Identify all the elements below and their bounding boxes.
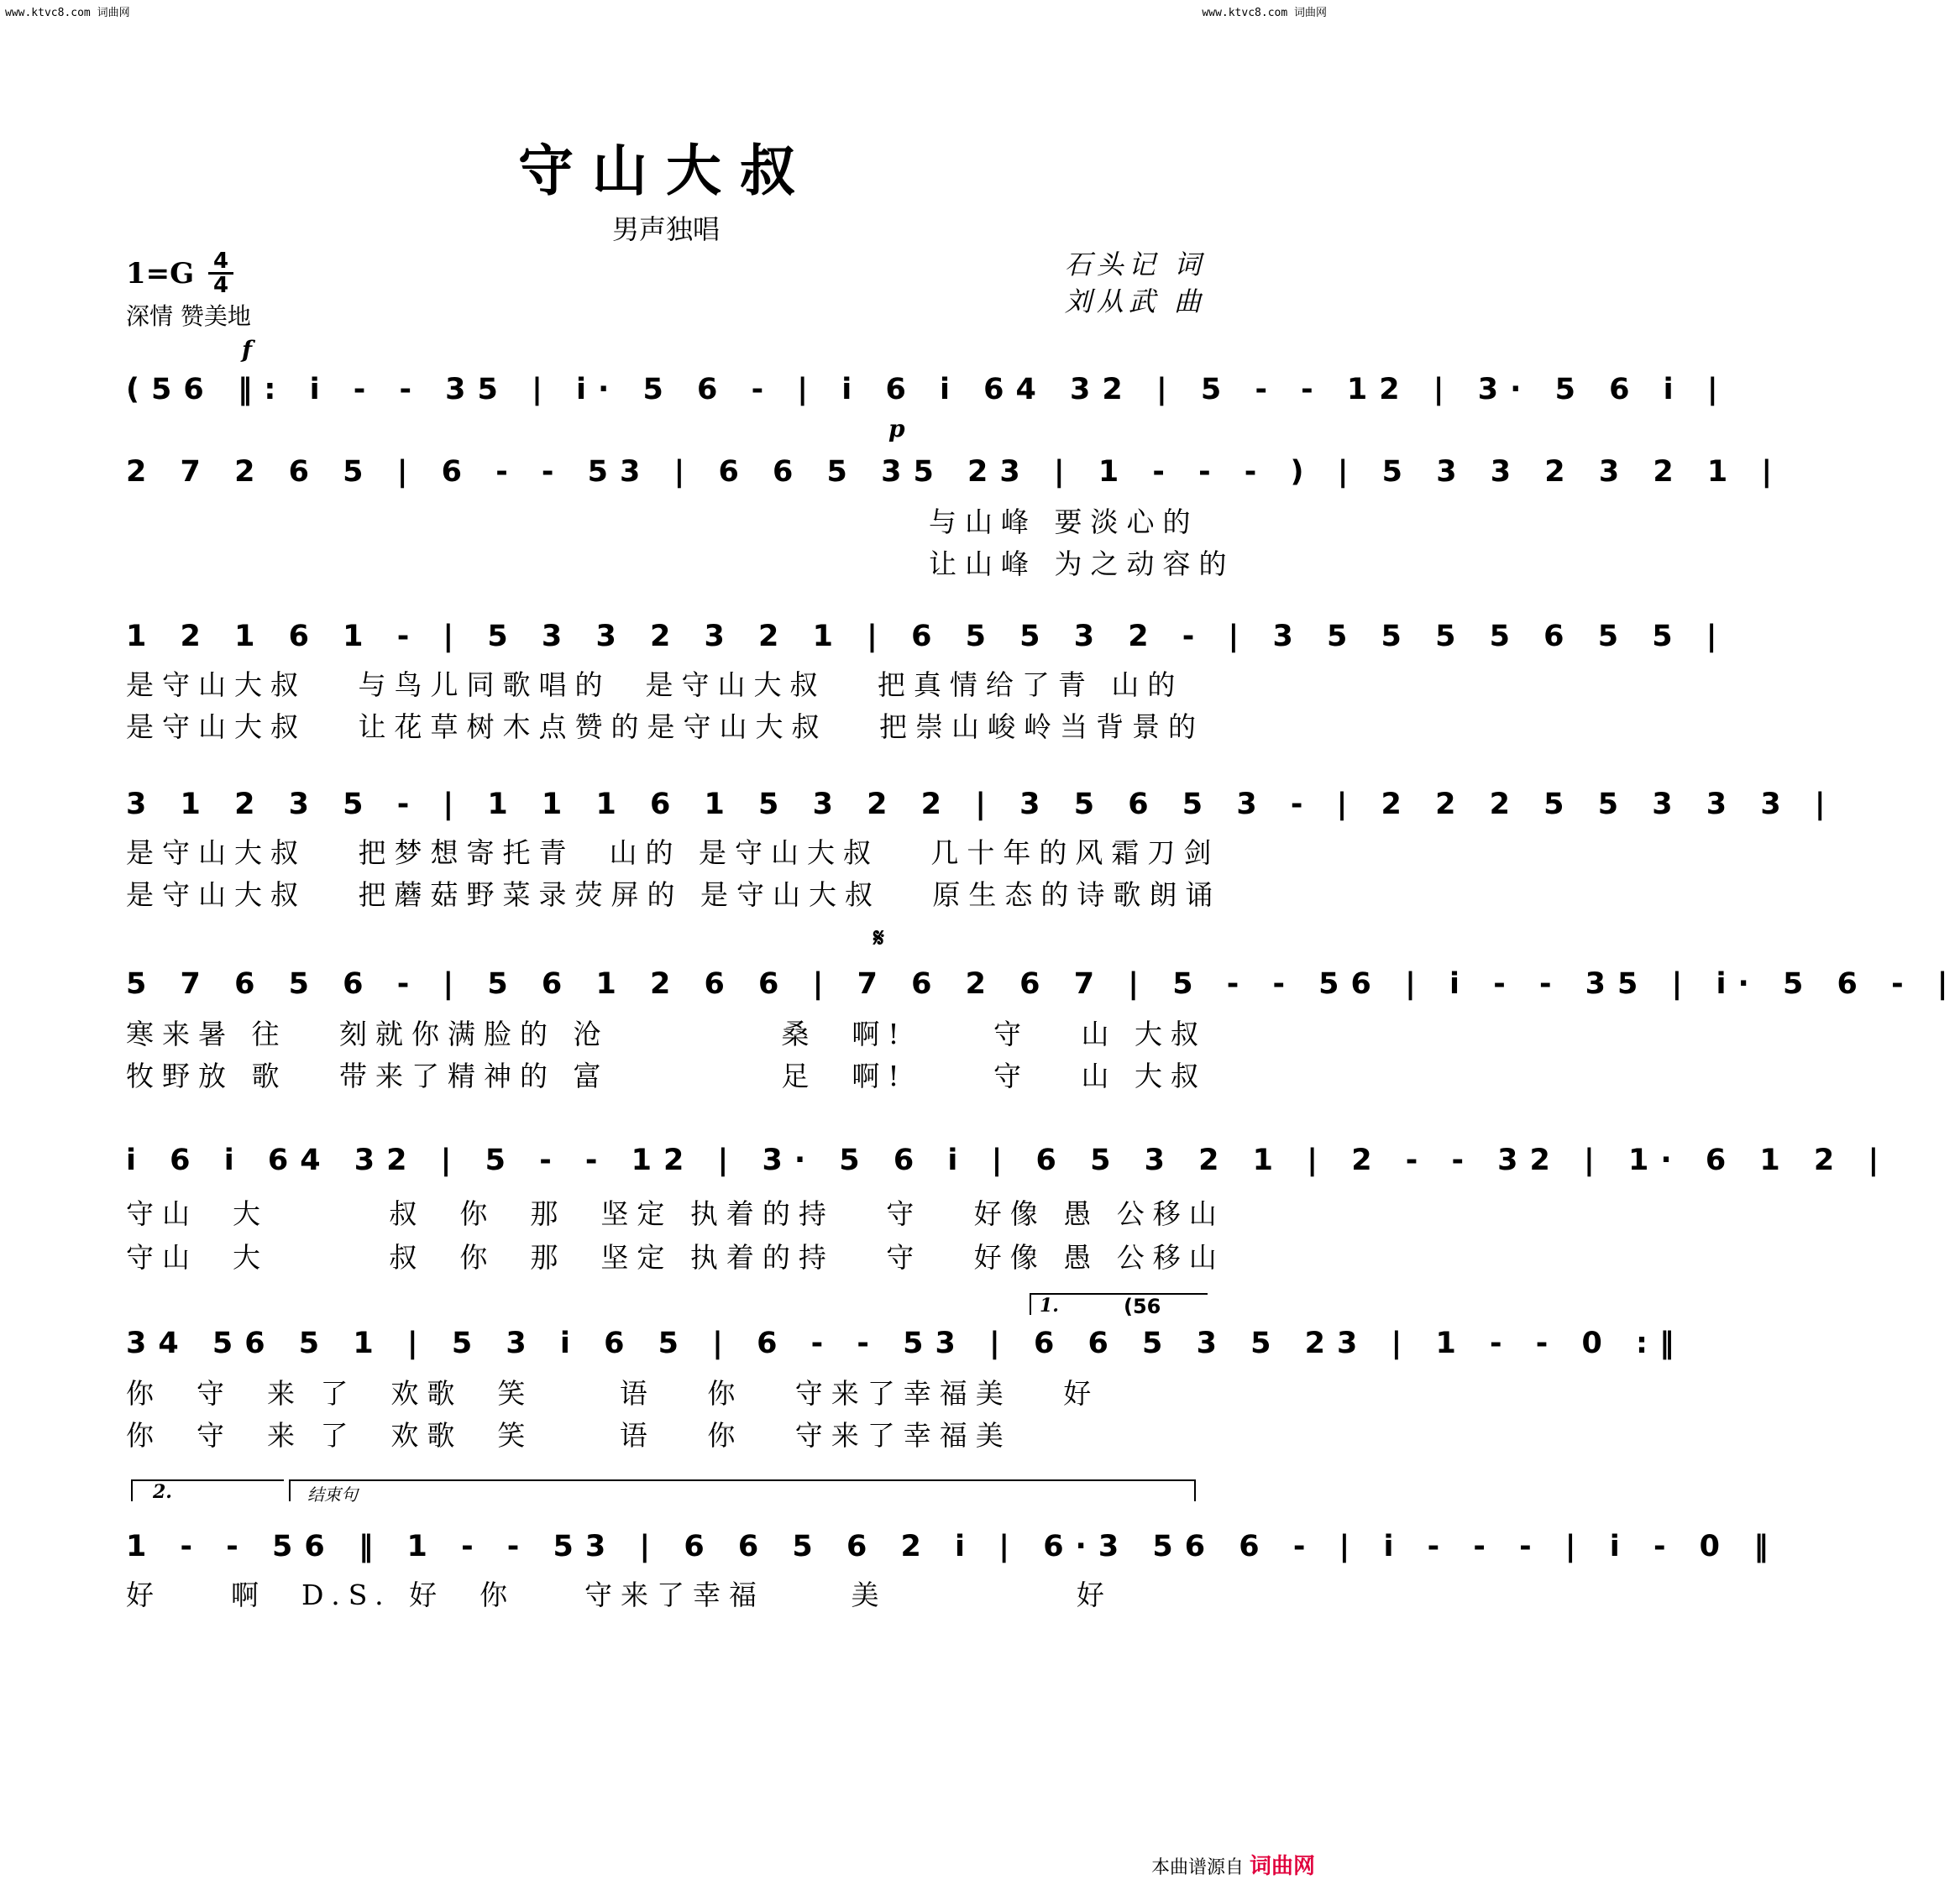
lyric-line-4-verse-1: 是守山大叔 把梦想寄托青 山的 是守山大叔 几十年的风霜刀剑 xyxy=(126,836,1220,869)
lyric-line-3-verse-2: 是守山大叔 让花草树木点赞的是守山大叔 把崇山峻岭当背景的 xyxy=(126,710,1204,743)
song-subtitle: 男声独唱 xyxy=(611,213,720,245)
score-line-2: 2 7 2 6 5 | 6 - - 53 | 6 6 5 35 23 | 1 - - - ) | 5 3 3 2 3 2 1 | xyxy=(126,455,1784,489)
lyricist-credit: 石头记 词 xyxy=(1064,249,1206,280)
source-footer xyxy=(1151,1849,1315,1880)
time-signature-bottom: 4 xyxy=(208,272,233,296)
time-signature-top: 4 xyxy=(212,249,229,274)
score-line-7: 34 56 5 1 | 5 3 i 6 5 | 6 - - 53 | 6 6 5 3 5 23 | 1 - - 0 :‖ xyxy=(126,1327,1686,1360)
lyric-line-5-verse-1: 寒来暑 往 刻就你满脸的 沧 桑 啊! 守 山 大叔 xyxy=(126,1018,1207,1050)
score-line-5: 5 7 6 5 6 - | 5 6 1 2 6 6 | 7 6 2 6 7 | 5 - - 56 | i - - 35 | i· 5 6 - | xyxy=(126,967,1960,1001)
tempo-marking: 深情 赞美地 xyxy=(126,302,251,330)
volta-1-label: 1. xyxy=(1040,1295,1059,1317)
lyric-line-6-verse-2: 守山 大 叔 你 那 坚定 执着的持 守 好像 愚 公移山 xyxy=(126,1241,1225,1274)
site-watermark-right: www.ktvc8.com 词曲网 xyxy=(1202,7,1327,19)
ending-bracket xyxy=(289,1479,1196,1505)
score-line-3: 1 2 1 6 1 - | 5 3 3 2 3 2 1 | 6 5 5 3 2 - | 3 5 5 5 5 6 5 5 | xyxy=(126,620,1729,653)
volta-2-label: 2. xyxy=(153,1481,172,1503)
composer-credit: 刘从武 曲 xyxy=(1064,285,1206,317)
volta-bracket-1 xyxy=(1030,1293,1208,1318)
score-line-6: i 6 i 64 32 | 5 - - 12 | 3· 5 6 i | 6 5 3 2 1 | 2 - - 32 | 1· 6 1 2 | xyxy=(126,1144,1891,1177)
score-line-8: 1 - - 56 ‖ 1 - - 53 | 6 6 5 6 2 i | 6·3 56 6 - | i - - - | i - 0 ‖ xyxy=(126,1530,1780,1563)
lyric-line-5-verse-2: 牧野放 歌 带来了精神的 富 足 啊! 守 山 大叔 xyxy=(126,1060,1207,1092)
lyric-line-7-verse-1: 你 守 来 了 欢歌 笑 语 你 守来了幸福美 好 xyxy=(126,1377,1100,1410)
source-footer-brand: 词曲网 xyxy=(1249,1854,1315,1879)
lyric-line-3-verse-1: 是守山大叔 与鸟儿同歌唱的 是守山大叔 把真情给了青 山的 xyxy=(126,668,1184,701)
score-line-1: (56 ‖: i - - 35 | i· 5 6 - | i 6 i 64 32 | 5 - - 12 | 3· 5 6 i | xyxy=(126,373,1730,406)
lyric-line-6-verse-1: 守山 大 叔 你 那 坚定 执着的持 守 好像 愚 公移山 xyxy=(126,1197,1225,1230)
segno-mark: 𝄋 xyxy=(873,924,884,953)
lyric-line-2-verse-1: 与山峰 要淡心的 xyxy=(929,505,1199,538)
lyric-line-8: 好 啊 D.S. 好 你 守来了幸福 美 好 xyxy=(126,1579,1113,1611)
site-watermark-left: www.ktvc8.com 词曲网 xyxy=(5,7,130,19)
lyric-line-2-verse-2: 让山峰 为之动容的 xyxy=(929,547,1235,580)
lyric-line-7-verse-2: 你 守 来 了 欢歌 笑 语 你 守来了幸福美 xyxy=(126,1419,1012,1452)
volta-1-music: (56 xyxy=(1124,1295,1161,1318)
song-title: 守山大叔 xyxy=(518,138,814,203)
ending-label: 结束句 xyxy=(307,1484,358,1505)
score-line-4: 3 1 2 3 5 - | 1 1 1 6 1 5 3 2 2 | 3 5 6 5 3 - | 2 2 2 5 5 3 3 3 | xyxy=(126,788,1837,821)
dynamic-piano: p xyxy=(888,415,905,442)
time-signature xyxy=(208,250,233,296)
key-signature: 1=G xyxy=(126,257,195,291)
lyric-line-4-verse-2: 是守山大叔 把蘑菇野菜录荧屏的 是守山大叔 原生态的诗歌朗诵 xyxy=(126,878,1222,911)
source-footer-text: 本曲谱源自 xyxy=(1150,1857,1244,1878)
volta-bracket-2 xyxy=(131,1479,284,1501)
dynamic-forte: f xyxy=(242,336,253,364)
